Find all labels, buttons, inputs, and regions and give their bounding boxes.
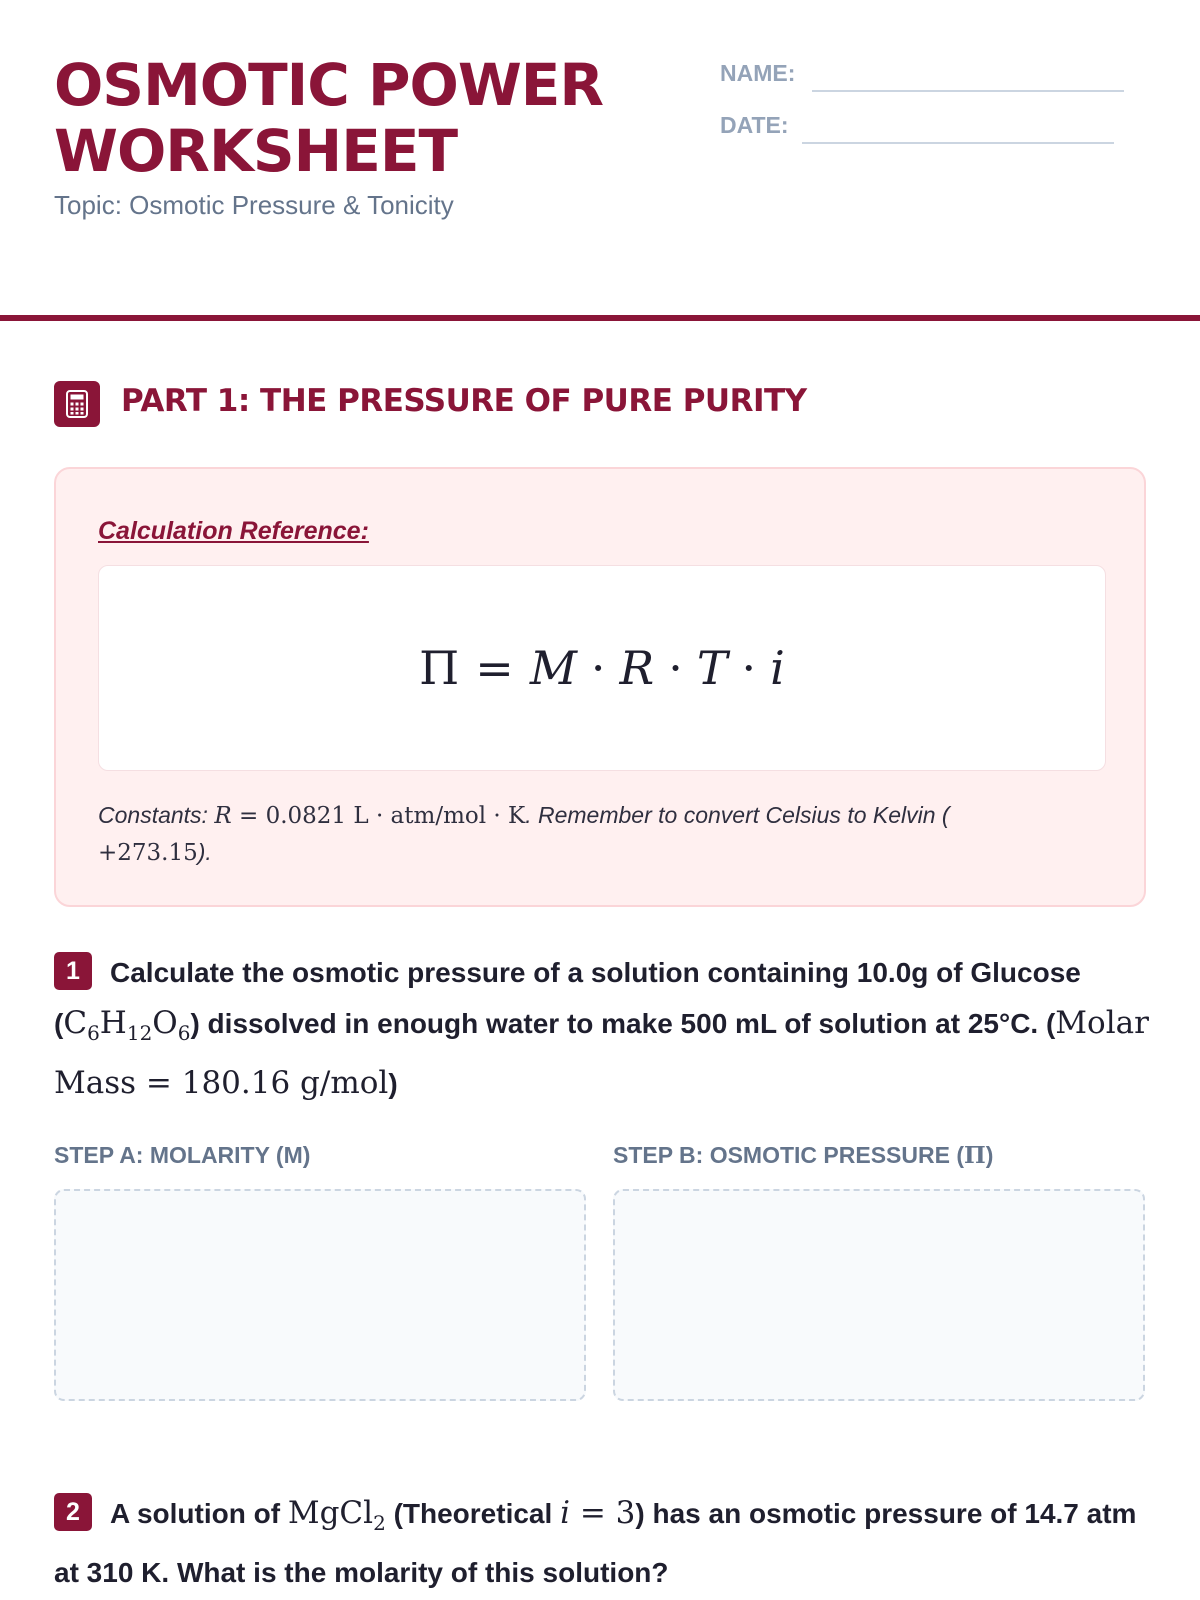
part-1-title: PART 1: THE PRESSURE OF PURE PURITY xyxy=(121,383,807,419)
molar-mass: Molar Mass = 180.16 g/mol xyxy=(54,1005,1149,1102)
question-2-number: 2 xyxy=(54,1493,92,1531)
question-1-text-b: ) dissolved in enough water to make 500 mL of solution at 25°C. ( xyxy=(190,1008,1056,1039)
step-b-pi: Π xyxy=(964,1142,986,1169)
title-line-1: OSMOTIC POWER xyxy=(54,51,604,119)
formula-dot-3: · xyxy=(741,641,757,695)
name-label: NAME: xyxy=(720,60,796,86)
constants-prefix: Constants: xyxy=(98,802,215,828)
constant-r-value: = 0.0821 L · atm/mol · K xyxy=(231,803,526,829)
formula-m: M xyxy=(529,641,577,695)
constants-middle: . Remember to convert Celsius to Kelvin ( xyxy=(525,802,950,828)
worksheet-title xyxy=(54,52,603,184)
glucose-formula: $C_6H_{12}O_6$ xyxy=(63,1005,191,1046)
formula-dot-1: · xyxy=(590,641,606,695)
title-line-2: WORKSHEET xyxy=(54,117,458,185)
formula-r: R xyxy=(619,641,655,695)
step-a-answer-box[interactable] xyxy=(54,1189,586,1401)
question-2-text-b: (Theoretical xyxy=(385,1498,561,1529)
osmotic-pressure-formula xyxy=(98,565,1106,771)
formula-t: T xyxy=(696,641,728,695)
date-label: DATE: xyxy=(720,112,789,138)
step-b-answer-box[interactable] xyxy=(613,1189,1145,1401)
calculation-reference-box xyxy=(54,467,1146,907)
question-2 xyxy=(54,1488,1154,1598)
constants-note xyxy=(98,797,1098,871)
step-b-label: STEP B: OSMOTIC PRESSURE (Π) xyxy=(613,1142,994,1169)
question-1-text-a: Calculate the osmotic pressure of a solution containing 10.0g of Glucose ( xyxy=(54,957,1081,1039)
date-line[interactable] xyxy=(802,142,1114,144)
formula-dot-2: · xyxy=(668,641,683,695)
name-line[interactable] xyxy=(812,90,1124,92)
question-1 xyxy=(54,948,1154,1109)
constant-r-symbol: R xyxy=(214,803,232,829)
formula-pi: Π xyxy=(419,641,460,695)
mgcl2-formula: MgCl$_2$ xyxy=(287,1495,386,1536)
question-1-text-c: ) xyxy=(388,1068,398,1100)
topic-subtitle: Topic: Osmotic Pressure & Tonicity xyxy=(54,190,454,220)
header-divider xyxy=(0,315,1200,321)
step-a-label: STEP A: MOLARITY (M) xyxy=(54,1142,311,1168)
vant-hoff-factor: i = 3 xyxy=(560,1495,636,1531)
question-1-number: 1 xyxy=(54,952,92,990)
question-2-text-c: ) has an osmotic pressure of 14.7 atm at 310 K. What is the molarity of this solution? xyxy=(54,1498,1137,1589)
calculator-icon xyxy=(54,381,100,427)
formula-i: i xyxy=(770,641,785,695)
formula-equals: = xyxy=(475,641,514,695)
kelvin-offset: +273.15 xyxy=(98,840,198,866)
question-2-text-a: A solution of xyxy=(110,1498,288,1529)
constants-suffix: ). xyxy=(197,839,212,865)
calculation-reference-label: Calculation Reference: xyxy=(98,517,369,545)
